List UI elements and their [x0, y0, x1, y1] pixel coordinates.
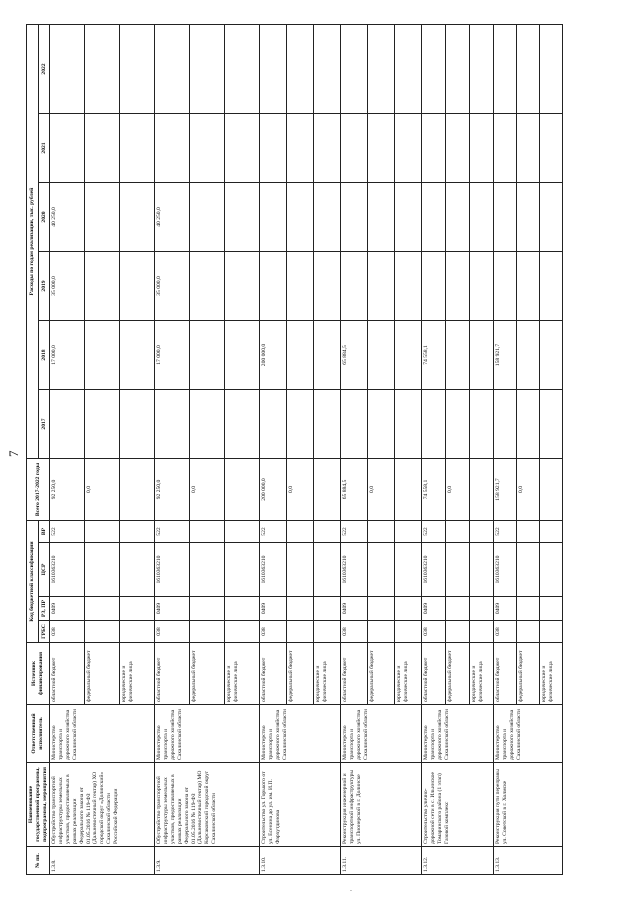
- rzpr-cell: 0409: [341, 597, 368, 621]
- funding-source: федеральный бюджет: [446, 643, 470, 705]
- csr-cell: 1610363210: [422, 543, 446, 597]
- year-cell-2021: [395, 114, 422, 183]
- total-cell: [395, 459, 422, 521]
- table-row: [50, 24, 85, 874]
- vr-cell: 522: [422, 521, 446, 543]
- funding-source: федеральный бюджет: [85, 643, 120, 705]
- vr-cell: [190, 521, 225, 543]
- table-row: [494, 24, 517, 874]
- grbs-cell: [540, 621, 563, 643]
- header-2020: 2020: [38, 183, 50, 252]
- total-cell: 0,0: [287, 459, 314, 521]
- funding-source: юридические и физические лица: [470, 643, 494, 705]
- vr-cell: [314, 521, 341, 543]
- year-cell-2021: [155, 114, 190, 183]
- year-cell-2018: 65 884,5: [341, 321, 368, 390]
- header-csr: ЦСР: [38, 543, 50, 597]
- grbs-cell: 038: [155, 621, 190, 643]
- year-cell-2022: [341, 24, 368, 113]
- header-expenses-group: Расходы по годам реализации, тыс. рублей: [27, 24, 39, 458]
- measure-name: Строительство ул. Горького от ул. Есенина до ул. им. И.П. Фархутдинова: [260, 763, 341, 847]
- year-cell-2022: [225, 24, 260, 113]
- year-cell-2021: [85, 114, 120, 183]
- year-cell-2022: [260, 24, 287, 113]
- header-2017: 2017: [38, 390, 50, 459]
- grbs-cell: 038: [422, 621, 446, 643]
- year-cell-2018: [287, 321, 314, 390]
- row-number: 1.3.9.: [155, 847, 260, 875]
- funding-source: областной бюджет: [422, 643, 446, 705]
- year-cell-2017: [446, 390, 470, 459]
- budget-table: [26, 24, 563, 875]
- vr-cell: [368, 521, 395, 543]
- total-cell: [120, 459, 155, 521]
- csr-cell: [120, 543, 155, 597]
- total-cell: 200 000,0: [260, 459, 287, 521]
- year-cell-2019: 35 000,0: [50, 252, 85, 321]
- year-cell-2018: 200 000,0: [260, 321, 287, 390]
- year-cell-2019: [395, 252, 422, 321]
- header-2019: 2019: [38, 252, 50, 321]
- rzpr-cell: 0409: [155, 597, 190, 621]
- csr-cell: [446, 543, 470, 597]
- csr-cell: [225, 543, 260, 597]
- funding-source: юридические и физические лица: [540, 643, 563, 705]
- year-cell-2020: 40 250,0: [50, 183, 85, 252]
- year-cell-2017: [190, 390, 225, 459]
- year-cell-2020: [395, 183, 422, 252]
- year-cell-2018: [190, 321, 225, 390]
- year-cell-2022: [190, 24, 225, 113]
- year-cell-2017: [50, 390, 85, 459]
- csr-cell: [470, 543, 494, 597]
- year-cell-2021: [341, 114, 368, 183]
- measure-name: Строительство улично-дорожной сети в с. Ильинское Томаринского района (1 этап) Газовой комплекс: [422, 763, 494, 847]
- year-cell-2018: 74 558,1: [422, 321, 446, 390]
- year-cell-2020: [422, 183, 446, 252]
- grbs-cell: [314, 621, 341, 643]
- year-cell-2022: [287, 24, 314, 113]
- year-cell-2018: [85, 321, 120, 390]
- year-cell-2017: [470, 390, 494, 459]
- rzpr-cell: [225, 597, 260, 621]
- year-cell-2021: [120, 114, 155, 183]
- funding-source: юридические и физические лица: [314, 643, 341, 705]
- page-number: 7: [6, 450, 21, 457]
- year-cell-2019: [287, 252, 314, 321]
- row-number: 1.3.11.: [341, 847, 422, 875]
- grbs-cell: 038: [494, 621, 517, 643]
- funding-source: юридические и физические лица: [120, 643, 155, 705]
- vr-cell: [517, 521, 540, 543]
- year-cell-2018: [120, 321, 155, 390]
- rzpr-cell: [190, 597, 225, 621]
- year-cell-2020: [446, 183, 470, 252]
- header-source: Источник финансирования: [27, 643, 50, 705]
- csr-cell: [287, 543, 314, 597]
- year-cell-2017: [314, 390, 341, 459]
- year-cell-2022: [446, 24, 470, 113]
- header-2018: 2018: [38, 321, 50, 390]
- funding-source: областной бюджет: [341, 643, 368, 705]
- rzpr-cell: [470, 597, 494, 621]
- year-cell-2022: [422, 24, 446, 113]
- rzpr-cell: [446, 597, 470, 621]
- funding-source: областной бюджет: [260, 643, 287, 705]
- funding-source: федеральный бюджет: [287, 643, 314, 705]
- measure-name: Обустройство транспортной инфраструктуры земельных участков, предоставляемых в рамках реализации Федерального закона от 01.05.2016 № 119-ФЗ (Дальневосточный гектар) МО Корсаковский городской округ Сахалинской области: [155, 763, 260, 847]
- year-cell-2020: 40 250,0: [155, 183, 190, 252]
- year-cell-2019: [120, 252, 155, 321]
- total-cell: 92 250,0: [50, 459, 85, 521]
- csr-cell: [540, 543, 563, 597]
- year-cell-2021: [225, 114, 260, 183]
- year-cell-2017: [225, 390, 260, 459]
- year-cell-2018: [225, 321, 260, 390]
- vr-cell: 522: [260, 521, 287, 543]
- year-cell-2018: 158 921,7: [494, 321, 517, 390]
- year-cell-2020: [85, 183, 120, 252]
- year-cell-2017: [120, 390, 155, 459]
- year-cell-2019: [422, 252, 446, 321]
- table-header: [27, 24, 50, 874]
- year-cell-2022: [314, 24, 341, 113]
- total-cell: [540, 459, 563, 521]
- year-cell-2022: [50, 24, 85, 113]
- year-cell-2017: [422, 390, 446, 459]
- year-cell-2022: [540, 24, 563, 113]
- year-cell-2022: [155, 24, 190, 113]
- year-cell-2021: [517, 114, 540, 183]
- year-cell-2019: [517, 252, 540, 321]
- csr-cell: [85, 543, 120, 597]
- grbs-cell: 038: [260, 621, 287, 643]
- rzpr-cell: [517, 597, 540, 621]
- vr-cell: [287, 521, 314, 543]
- funding-source: областной бюджет: [155, 643, 190, 705]
- total-cell: 65 884,5: [341, 459, 368, 521]
- csr-cell: 1610363210: [260, 543, 287, 597]
- year-cell-2020: [341, 183, 368, 252]
- grbs-cell: 038: [50, 621, 85, 643]
- responsible-executor: Министерство транспорта и дорожного хозяйства Сахалинской области: [155, 705, 260, 763]
- vr-cell: 522: [494, 521, 517, 543]
- grbs-cell: [85, 621, 120, 643]
- total-cell: [314, 459, 341, 521]
- vr-cell: 522: [341, 521, 368, 543]
- funding-source: федеральный бюджет: [190, 643, 225, 705]
- grbs-cell: [190, 621, 225, 643]
- measure-name: Реконструкция пути переправы ул. Советской в г. Холмске: [494, 763, 563, 847]
- table-row: [155, 24, 190, 874]
- csr-cell: 1610363210: [341, 543, 368, 597]
- year-cell-2020: [287, 183, 314, 252]
- year-cell-2020: [494, 183, 517, 252]
- grbs-cell: [470, 621, 494, 643]
- header-responsible: Ответственный исполнитель: [27, 705, 50, 763]
- responsible-executor: Министерство транспорта и дорожного хозяйства Сахалинской области: [341, 705, 422, 763]
- total-cell: 0,0: [446, 459, 470, 521]
- year-cell-2020: [470, 183, 494, 252]
- rzpr-cell: [120, 597, 155, 621]
- responsible-executor: Министерство транспорта и дорожного хозяйства Сахалинской области: [422, 705, 494, 763]
- grbs-cell: [225, 621, 260, 643]
- rzpr-cell: 0409: [260, 597, 287, 621]
- grbs-cell: [517, 621, 540, 643]
- year-cell-2019: [85, 252, 120, 321]
- year-cell-2022: [517, 24, 540, 113]
- row-number: 1.3.8.: [50, 847, 155, 875]
- row-number: 1.3.13.: [494, 847, 563, 875]
- csr-cell: [395, 543, 422, 597]
- header-grbs: ГРБС: [38, 621, 50, 643]
- total-cell: 0,0: [368, 459, 395, 521]
- year-cell-2020: [314, 183, 341, 252]
- year-cell-2019: [225, 252, 260, 321]
- funding-source: областной бюджет: [50, 643, 85, 705]
- grbs-cell: [446, 621, 470, 643]
- total-cell: 0,0: [190, 459, 225, 521]
- row-number: 1.3.10.: [260, 847, 341, 875]
- grbs-cell: [287, 621, 314, 643]
- year-cell-2019: [540, 252, 563, 321]
- year-cell-2019: [368, 252, 395, 321]
- year-cell-2018: [314, 321, 341, 390]
- rzpr-cell: [395, 597, 422, 621]
- year-cell-2018: 17 000,0: [50, 321, 85, 390]
- rzpr-cell: [85, 597, 120, 621]
- header-name: Наименование государственной программы, подпрограммы, мероприятия: [27, 763, 50, 847]
- year-cell-2021: [260, 114, 287, 183]
- grbs-cell: 038: [341, 621, 368, 643]
- measure-name: Обустройство транспортной инфраструктуры земельных участков, предоставляемых в рамках реализации Федерального закона от 01.05.2016 № 119-ФЗ (Дальневосточный гектар) ХО городской округ «Долинский» Сахалинской области Российской Федерации: [50, 763, 155, 847]
- year-cell-2017: [155, 390, 190, 459]
- year-cell-2019: [341, 252, 368, 321]
- vr-cell: [446, 521, 470, 543]
- year-cell-2021: [50, 114, 85, 183]
- year-cell-2021: [540, 114, 563, 183]
- rzpr-cell: 0409: [422, 597, 446, 621]
- year-cell-2021: [314, 114, 341, 183]
- year-cell-2020: [225, 183, 260, 252]
- year-cell-2021: [446, 114, 470, 183]
- year-cell-2017: [368, 390, 395, 459]
- rzpr-cell: [540, 597, 563, 621]
- funding-source: федеральный бюджет: [368, 643, 395, 705]
- measure-name: Реконструкция инженерной и транспортной инфраструктуры ул. Пионерской в г. Долинске: [341, 763, 422, 847]
- year-cell-2022: [85, 24, 120, 113]
- year-cell-2020: [260, 183, 287, 252]
- vr-cell: [120, 521, 155, 543]
- year-cell-2018: 17 000,0: [155, 321, 190, 390]
- year-cell-2017: [85, 390, 120, 459]
- csr-cell: 1610363210: [494, 543, 517, 597]
- year-cell-2019: [446, 252, 470, 321]
- vr-cell: [540, 521, 563, 543]
- funding-source: юридические и физические лица: [395, 643, 422, 705]
- year-cell-2022: [494, 24, 517, 113]
- year-cell-2020: [368, 183, 395, 252]
- year-cell-2019: [190, 252, 225, 321]
- funding-source: юридические и физические лица: [225, 643, 260, 705]
- table-body: [50, 24, 563, 874]
- year-cell-2018: [540, 321, 563, 390]
- year-cell-2022: [395, 24, 422, 113]
- year-cell-2020: [190, 183, 225, 252]
- funding-source: федеральный бюджет: [517, 643, 540, 705]
- csr-cell: [190, 543, 225, 597]
- year-cell-2017: [260, 390, 287, 459]
- year-cell-2017: [395, 390, 422, 459]
- header-2021: 2021: [38, 114, 50, 183]
- scan-mark: ,: [348, 889, 353, 891]
- vr-cell: 522: [50, 521, 85, 543]
- total-cell: 74 558,1: [422, 459, 446, 521]
- rzpr-cell: 0409: [50, 597, 85, 621]
- rzpr-cell: [368, 597, 395, 621]
- vr-cell: [85, 521, 120, 543]
- year-cell-2022: [120, 24, 155, 113]
- year-cell-2018: [470, 321, 494, 390]
- year-cell-2018: [395, 321, 422, 390]
- table-row: [260, 24, 287, 874]
- csr-cell: [314, 543, 341, 597]
- total-cell: [470, 459, 494, 521]
- year-cell-2022: [368, 24, 395, 113]
- year-cell-2017: [540, 390, 563, 459]
- table-row: [341, 24, 368, 874]
- year-cell-2019: [470, 252, 494, 321]
- year-cell-2021: [190, 114, 225, 183]
- header-num: № пп.: [27, 847, 50, 875]
- year-cell-2019: [494, 252, 517, 321]
- vr-cell: [225, 521, 260, 543]
- year-cell-2021: [368, 114, 395, 183]
- year-cell-2021: [494, 114, 517, 183]
- year-cell-2019: [314, 252, 341, 321]
- year-cell-2017: [341, 390, 368, 459]
- year-cell-2019: [260, 252, 287, 321]
- header-rzpr: РЗ, ПР: [38, 597, 50, 621]
- csr-cell: 1610363210: [50, 543, 85, 597]
- header-kbk-group: Код бюджетной классификации: [27, 521, 39, 643]
- year-cell-2018: [368, 321, 395, 390]
- row-number: 1.3.12.: [422, 847, 494, 875]
- year-cell-2017: [287, 390, 314, 459]
- year-cell-2018: [446, 321, 470, 390]
- grbs-cell: [368, 621, 395, 643]
- total-cell: 0,0: [85, 459, 120, 521]
- year-cell-2018: [517, 321, 540, 390]
- csr-cell: [368, 543, 395, 597]
- header-2022: 2022: [38, 24, 50, 113]
- table-row: [422, 24, 446, 874]
- vr-cell: [470, 521, 494, 543]
- header-vr: ВР: [38, 521, 50, 543]
- responsible-executor: Министерство транспорта и дорожного хозяйства Сахалинской области: [494, 705, 563, 763]
- header-total: Всего 2017-2022 годы: [27, 459, 50, 521]
- rzpr-cell: [287, 597, 314, 621]
- grbs-cell: [120, 621, 155, 643]
- responsible-executor: Министерство транспорта и дорожного хозяйства Сахалинской области: [260, 705, 341, 763]
- rzpr-cell: 0409: [494, 597, 517, 621]
- csr-cell: [517, 543, 540, 597]
- year-cell-2021: [470, 114, 494, 183]
- year-cell-2019: 35 000,0: [155, 252, 190, 321]
- year-cell-2022: [470, 24, 494, 113]
- csr-cell: 1610363210: [155, 543, 190, 597]
- total-cell: [225, 459, 260, 521]
- year-cell-2017: [517, 390, 540, 459]
- vr-cell: 522: [155, 521, 190, 543]
- year-cell-2020: [120, 183, 155, 252]
- year-cell-2021: [287, 114, 314, 183]
- year-cell-2020: [517, 183, 540, 252]
- funding-source: областной бюджет: [494, 643, 517, 705]
- rzpr-cell: [314, 597, 341, 621]
- vr-cell: [395, 521, 422, 543]
- total-cell: 158 921,7: [494, 459, 517, 521]
- responsible-executor: Министерство транспорта и дорожного хозяйства Сахалинской области: [50, 705, 155, 763]
- grbs-cell: [395, 621, 422, 643]
- total-cell: 92 250,0: [155, 459, 190, 521]
- total-cell: 0,0: [517, 459, 540, 521]
- year-cell-2020: [540, 183, 563, 252]
- year-cell-2017: [494, 390, 517, 459]
- year-cell-2021: [422, 114, 446, 183]
